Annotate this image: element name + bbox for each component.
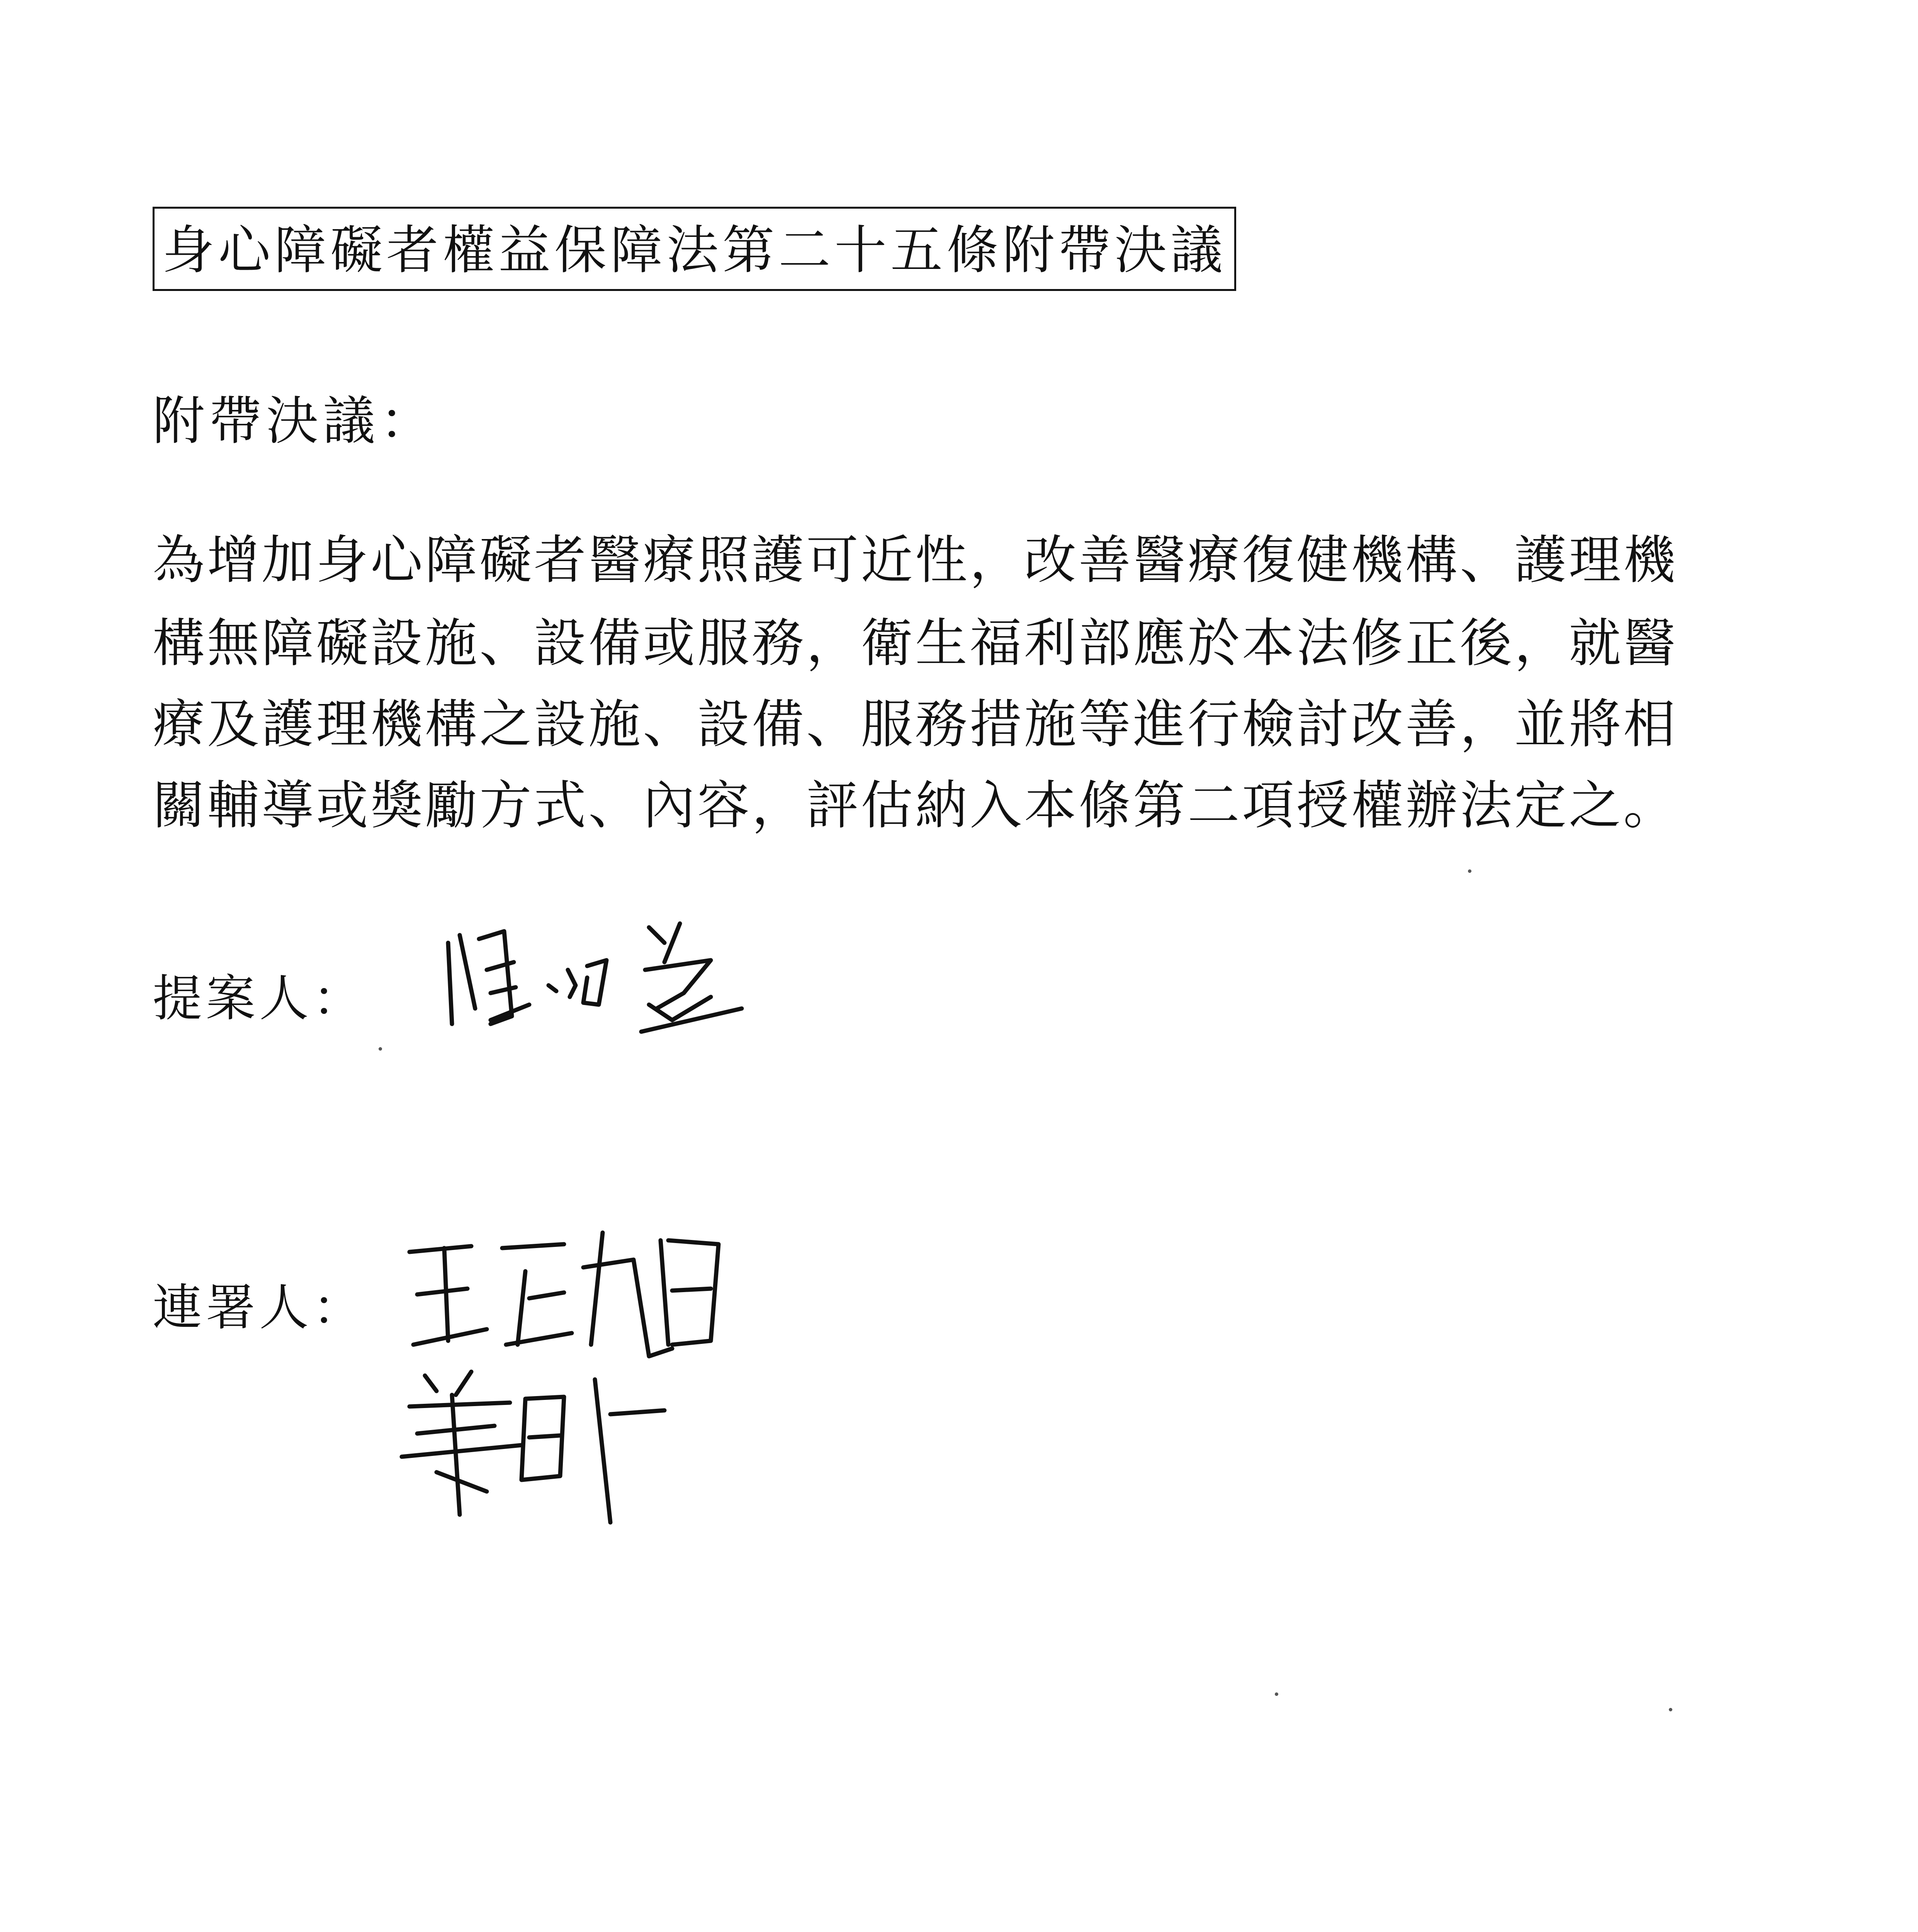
body-line-3: 療及護理機構之設施、設備、服務措施等進行檢討改善，並將相: [153, 694, 1678, 755]
cosigner-signature-1: [402, 1217, 734, 1379]
body-line-4: 關輔導或獎勵方式、內容，評估納入本條第二項授權辦法定之。: [153, 775, 1678, 836]
proposer-signature: [433, 920, 765, 1047]
cosigner-label: 連署人：: [153, 1279, 366, 1337]
document-title: 身心障礙者權益保障法第二十五條附帶決議: [153, 207, 1236, 291]
scan-speck: [379, 1047, 382, 1051]
body-line-1: 為增加身心障礙者醫療照護可近性，改善醫療復健機構、護理機: [153, 530, 1678, 590]
scan-speck: [1669, 1708, 1672, 1711]
scan-speck: [1275, 1692, 1278, 1696]
body-line-2: 構無障礙設施、設備或服務，衛生福利部應於本法修正後，就醫: [153, 613, 1678, 673]
cosigner-signature-2: [394, 1360, 703, 1530]
proposer-label: 提案人：: [153, 970, 366, 1027]
scan-speck: [1468, 869, 1471, 873]
resolution-heading: 附帶決議：: [153, 391, 437, 451]
